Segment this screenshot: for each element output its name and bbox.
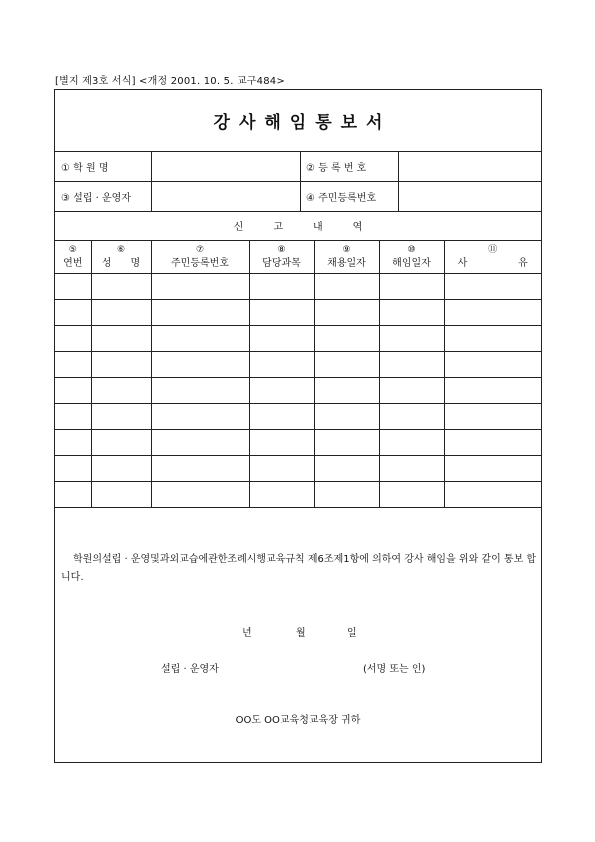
table-row — [55, 378, 541, 404]
table-cell[interactable] — [55, 300, 91, 326]
academy-name-field[interactable] — [152, 151, 299, 181]
table-cell[interactable] — [91, 482, 151, 508]
table-cell[interactable] — [444, 378, 541, 404]
table-row — [55, 404, 541, 430]
table-cell[interactable] — [55, 378, 91, 404]
notification-statement: 학원의설립 · 운영및과외교습에관한조례시행교육규칙 제6조제1항에 의하여 강사 해임을 위와 같이 통보 합니다. — [61, 554, 537, 583]
table-cell[interactable] — [379, 482, 444, 508]
title-row — [55, 90, 541, 152]
resident-number-label: ④ 주민등록번호 — [306, 192, 377, 204]
divider — [300, 181, 301, 211]
table-row — [55, 326, 541, 352]
column-header-reason: ⑪ 사 유 — [444, 240, 541, 274]
table-cell[interactable] — [379, 274, 444, 300]
column-header-resident-number: ⑦ 주민등록번호 — [151, 240, 249, 274]
table-cell[interactable] — [444, 430, 541, 456]
table-cell[interactable] — [314, 326, 379, 352]
table-cell[interactable] — [151, 482, 249, 508]
info-row-1 — [55, 151, 541, 182]
table-cell[interactable] — [314, 378, 379, 404]
recipient: OO도 OO교육청교육장 귀하 — [235, 715, 361, 726]
table-cell[interactable] — [151, 326, 249, 352]
table-cell[interactable] — [444, 326, 541, 352]
table-cell[interactable] — [249, 404, 314, 430]
table-cell[interactable] — [151, 456, 249, 482]
table-cell[interactable] — [379, 430, 444, 456]
table-cell[interactable] — [379, 456, 444, 482]
table-cell[interactable] — [314, 482, 379, 508]
signature-note: (서명 또는 인) — [363, 664, 426, 675]
table-cell[interactable] — [91, 326, 151, 352]
form-frame — [54, 89, 542, 763]
column-header-dismissal-date: ⑩ 해임일자 — [379, 240, 444, 274]
table-row — [55, 482, 541, 508]
divider — [300, 151, 301, 181]
table-cell[interactable] — [379, 352, 444, 378]
table-cell[interactable] — [91, 300, 151, 326]
report-details-table — [55, 240, 541, 508]
table-cell[interactable] — [249, 482, 314, 508]
founder-operator-field[interactable] — [152, 181, 299, 211]
table-cell[interactable] — [444, 482, 541, 508]
table-cell[interactable] — [91, 456, 151, 482]
table-cell[interactable] — [151, 274, 249, 300]
table-cell[interactable] — [91, 430, 151, 456]
form-title: 강사해임통보서 — [213, 113, 392, 133]
table-cell[interactable] — [314, 352, 379, 378]
column-header-name: ⑥ 성 명 — [91, 240, 151, 274]
table-cell[interactable] — [249, 300, 314, 326]
table-cell[interactable] — [55, 352, 91, 378]
table-cell[interactable] — [379, 326, 444, 352]
table-cell[interactable] — [444, 404, 541, 430]
table-cell[interactable] — [314, 456, 379, 482]
table-cell[interactable] — [151, 300, 249, 326]
table-cell[interactable] — [151, 404, 249, 430]
info-row-2 — [55, 181, 541, 212]
table-cell[interactable] — [249, 378, 314, 404]
table-cell[interactable] — [151, 378, 249, 404]
table-cell[interactable] — [55, 482, 91, 508]
table-cell[interactable] — [55, 456, 91, 482]
table-cell[interactable] — [379, 300, 444, 326]
table-cell[interactable] — [314, 430, 379, 456]
table-header-row — [55, 240, 541, 274]
table-row — [55, 456, 541, 482]
table-cell[interactable] — [151, 430, 249, 456]
table-cell[interactable] — [249, 456, 314, 482]
form-header-note: [별지 제3호 서식] <개정 2001. 10. 5. 교구484> — [55, 76, 285, 87]
column-header-hire-date: ⑨ 채용일자 — [314, 240, 379, 274]
table-cell[interactable] — [55, 274, 91, 300]
signer-label: 설립 · 운영자 — [161, 664, 219, 675]
table-cell[interactable] — [444, 300, 541, 326]
table-cell[interactable] — [55, 326, 91, 352]
resident-number-field[interactable] — [399, 181, 541, 211]
table-cell[interactable] — [249, 352, 314, 378]
table-cell[interactable] — [314, 404, 379, 430]
report-details-title: 신고내역 — [233, 222, 393, 233]
table-cell[interactable] — [379, 378, 444, 404]
table-cell[interactable] — [249, 326, 314, 352]
date-month-label: 월 — [296, 628, 306, 639]
table-row — [55, 352, 541, 378]
date-year-label: 년 — [242, 628, 252, 639]
table-cell[interactable] — [314, 300, 379, 326]
column-header-serial-number: ⑤ 연번 — [55, 240, 91, 274]
table-cell[interactable] — [91, 274, 151, 300]
report-details-header — [55, 211, 541, 241]
table-row — [55, 274, 541, 300]
academy-name-label: ① 학 원 명 — [61, 162, 109, 174]
table-cell[interactable] — [91, 378, 151, 404]
column-header-subject: ⑧ 담당과목 — [249, 240, 314, 274]
table-cell[interactable] — [151, 352, 249, 378]
founder-operator-label: ③ 설립 · 운영자 — [61, 192, 131, 204]
table-cell[interactable] — [444, 456, 541, 482]
table-cell[interactable] — [379, 404, 444, 430]
table-row — [55, 300, 541, 326]
table-cell[interactable] — [249, 430, 314, 456]
table-cell[interactable] — [444, 274, 541, 300]
table-cell[interactable] — [55, 430, 91, 456]
table-row — [55, 430, 541, 456]
table-cell[interactable] — [249, 274, 314, 300]
table-cell[interactable] — [444, 352, 541, 378]
table-cell[interactable] — [314, 274, 379, 300]
table-cell[interactable] — [55, 404, 91, 430]
table-cell[interactable] — [91, 352, 151, 378]
table-cell[interactable] — [91, 404, 151, 430]
registration-number-label: ② 등 록 번 호 — [306, 162, 367, 174]
date-day-label: 일 — [347, 628, 357, 639]
registration-number-field[interactable] — [399, 151, 541, 181]
